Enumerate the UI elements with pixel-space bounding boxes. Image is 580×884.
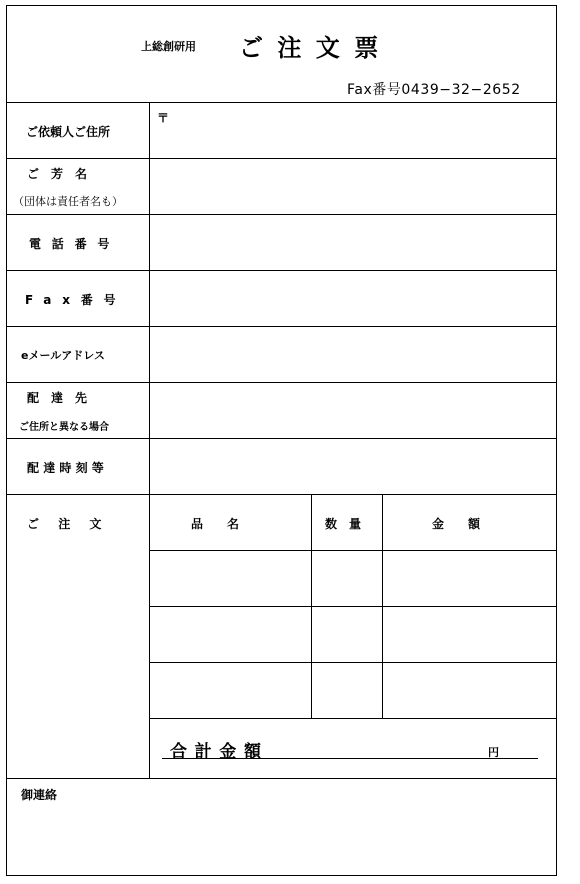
fax-number: Fax番号0439−32−2652 bbox=[347, 82, 521, 98]
item-name-cell[interactable] bbox=[153, 666, 307, 714]
column-divider bbox=[382, 494, 383, 718]
postal-mark: 〒 bbox=[157, 111, 170, 125]
delivery-note: ご住所と異なる場合 bbox=[19, 422, 109, 433]
order-label: ご 注 文 bbox=[27, 517, 106, 531]
phone-field[interactable] bbox=[153, 218, 553, 266]
delivery-time-label: 配達時刻等 bbox=[27, 461, 109, 475]
fax-label: Fax番号 bbox=[25, 293, 127, 307]
name-field[interactable] bbox=[153, 162, 553, 210]
divider bbox=[7, 778, 556, 779]
column-header-amount: 金 額 bbox=[432, 517, 481, 531]
item-name-cell[interactable] bbox=[153, 554, 307, 602]
divider bbox=[149, 718, 556, 719]
delivery-time-field[interactable] bbox=[153, 442, 553, 490]
divider bbox=[7, 214, 556, 215]
item-amount-cell[interactable] bbox=[386, 610, 552, 658]
currency-label: 円 bbox=[488, 746, 499, 759]
column-divider bbox=[311, 494, 312, 718]
divider bbox=[149, 550, 556, 551]
total-underline bbox=[162, 758, 538, 759]
divider bbox=[7, 102, 556, 103]
divider bbox=[7, 494, 556, 495]
divider bbox=[7, 382, 556, 383]
notes-label: 御連絡 bbox=[21, 788, 58, 802]
name-note: （団体は責任者名も） bbox=[13, 195, 123, 208]
total-amount-field[interactable] bbox=[297, 734, 482, 758]
item-quantity-cell[interactable] bbox=[315, 666, 378, 714]
notes-field[interactable] bbox=[21, 806, 551, 870]
column-header-quantity: 数 量 bbox=[325, 517, 362, 531]
divider bbox=[149, 606, 556, 607]
fax-field[interactable] bbox=[153, 274, 553, 322]
item-quantity-cell[interactable] bbox=[315, 554, 378, 602]
divider bbox=[7, 158, 556, 159]
order-form bbox=[6, 5, 557, 876]
email-label: eメールアドレス bbox=[21, 349, 105, 362]
address-field[interactable] bbox=[167, 106, 552, 154]
divider bbox=[7, 326, 556, 327]
delivery-field[interactable] bbox=[153, 386, 553, 434]
address-label: ご依頼人ご住所 bbox=[26, 125, 111, 139]
email-field[interactable] bbox=[153, 330, 553, 378]
name-label: ご 芳 名 bbox=[27, 167, 88, 181]
organization-label: 上総創研用 bbox=[141, 40, 196, 53]
divider bbox=[7, 270, 556, 271]
item-name-cell[interactable] bbox=[153, 610, 307, 658]
form-title: ご注文票 bbox=[239, 34, 393, 62]
item-quantity-cell[interactable] bbox=[315, 610, 378, 658]
delivery-label: 配 達 先 bbox=[27, 391, 88, 405]
item-amount-cell[interactable] bbox=[386, 666, 552, 714]
divider bbox=[7, 438, 556, 439]
item-amount-cell[interactable] bbox=[386, 554, 552, 602]
phone-label: 電話番号 bbox=[29, 237, 121, 251]
column-header-item: 品 名 bbox=[191, 517, 240, 531]
label-column-divider bbox=[149, 102, 150, 778]
divider bbox=[149, 662, 556, 663]
total-label: 合計金額 bbox=[170, 742, 269, 762]
